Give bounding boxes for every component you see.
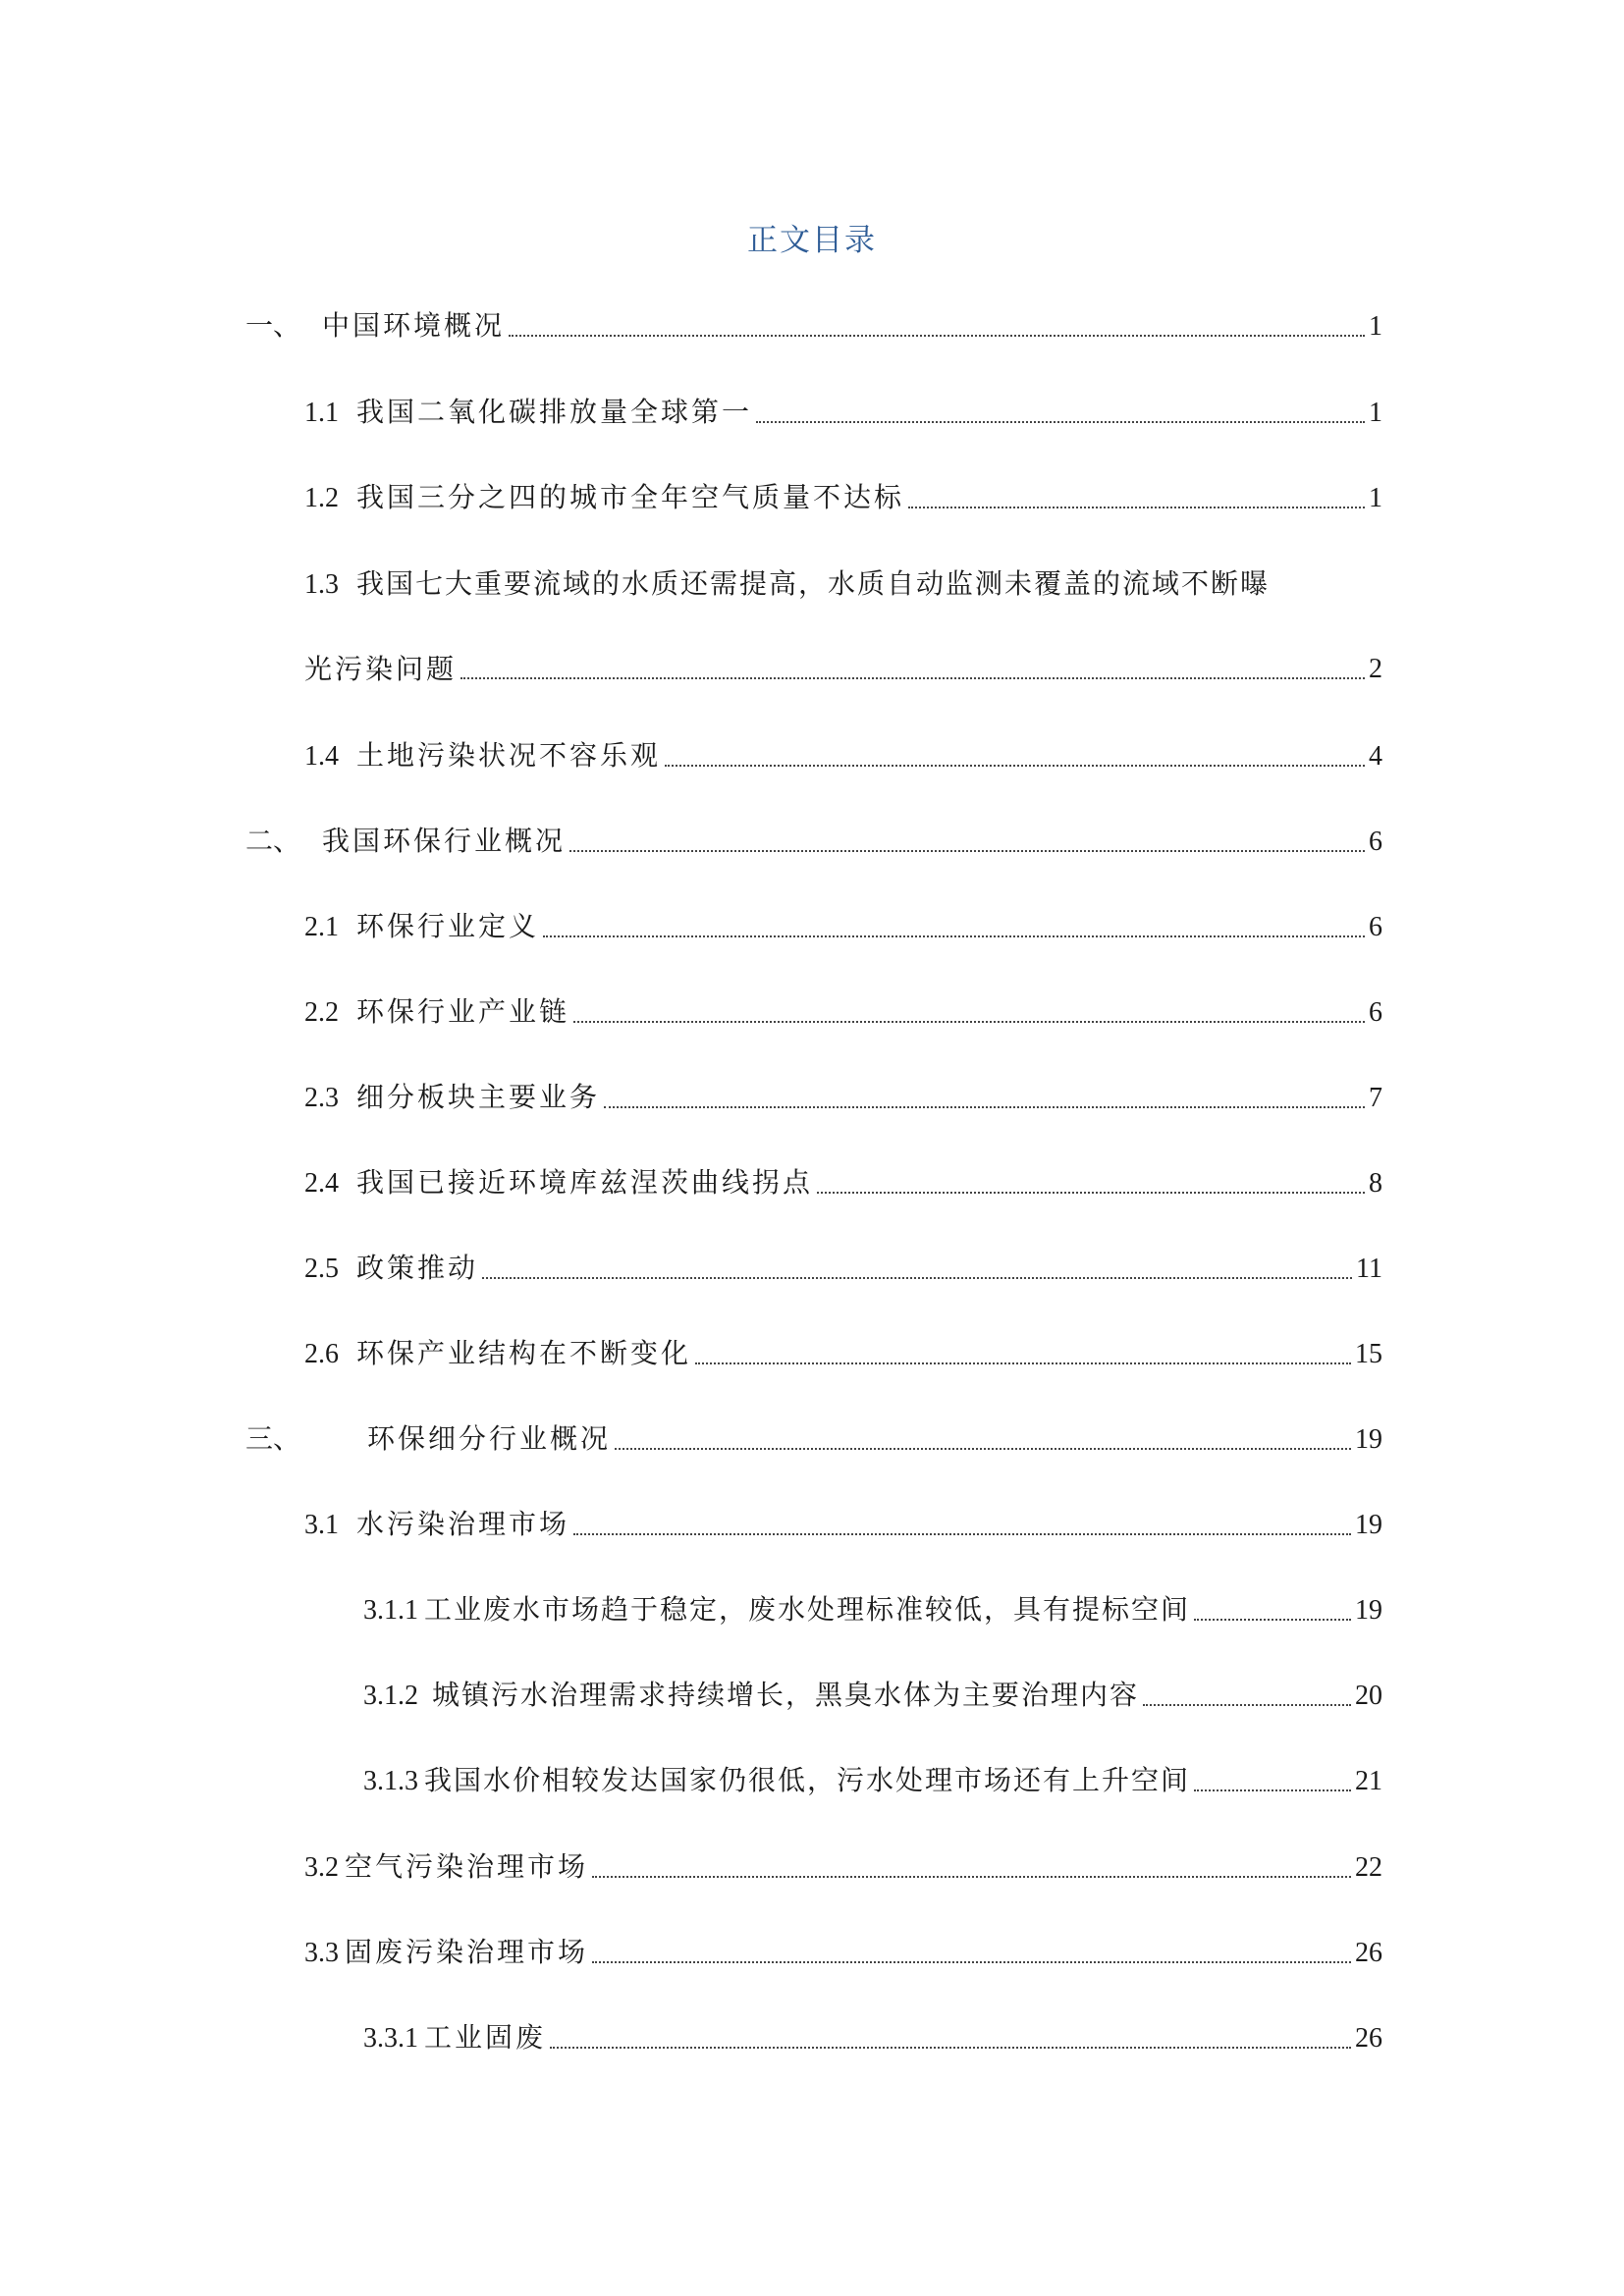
dot-leader [592, 1876, 1351, 1878]
toc-entry-page: 20 [1355, 1681, 1382, 1711]
dot-leader [615, 1448, 1351, 1450]
dot-leader [573, 1021, 1365, 1023]
toc-entry-page: 19 [1355, 1595, 1382, 1626]
toc-entry-3-3-1[interactable] [363, 2018, 1382, 2058]
toc-entry-text: 环保细分行业概况 [367, 1422, 612, 1455]
dot-leader [1143, 1704, 1351, 1706]
toc-entry-text: 环保行业定义 [356, 910, 540, 942]
dot-leader [1194, 1619, 1351, 1621]
dot-leader [569, 850, 1365, 852]
toc-entry-number: 2.4 [304, 1168, 339, 1199]
toc-entry-text: 固废污染治理市场 [345, 1936, 589, 1968]
toc-entry-2-1[interactable] [304, 907, 1382, 947]
toc-entry-text: 中国环境概况 [322, 309, 506, 342]
toc-entry-page: 11 [1356, 1254, 1382, 1284]
dot-leader [460, 677, 1365, 679]
toc-entry-3-3[interactable] [304, 1933, 1382, 1973]
toc-entry-chapter-3[interactable] [245, 1419, 1382, 1460]
toc-entry-number: 3.3.1 [363, 2023, 418, 2054]
dot-leader [509, 335, 1365, 337]
toc-entry-number: 3.2 [304, 1852, 339, 1883]
toc-entry-page: 1 [1369, 483, 1382, 513]
toc-entry-number: 2.2 [304, 997, 339, 1028]
toc-entry-number: 2.5 [304, 1254, 339, 1284]
toc-entry-number: 3.1 [304, 1510, 339, 1540]
toc-entry-text-continued: 光污染问题 [304, 653, 458, 685]
toc-entry-2-2[interactable] [304, 992, 1382, 1033]
toc-entry-page: 19 [1355, 1510, 1382, 1540]
toc-entry-page: 26 [1355, 1938, 1382, 1968]
toc-entry-2-5[interactable] [304, 1249, 1382, 1289]
dot-leader [550, 2047, 1351, 2049]
toc-entry-page: 21 [1355, 1766, 1382, 1796]
dot-leader [592, 1961, 1351, 1963]
toc-entry-page: 8 [1369, 1168, 1382, 1199]
toc-entry-number: 3.1.1 [363, 1595, 418, 1626]
toc-entry-page: 6 [1369, 827, 1382, 857]
toc-entry-number: 二、 [245, 827, 301, 857]
toc-entry-3-1-3[interactable] [363, 1761, 1382, 1801]
toc-entry-3-2[interactable] [304, 1847, 1382, 1888]
toc-entry-3-1[interactable] [304, 1505, 1382, 1545]
toc-entry-number: 3.1.3 [363, 1766, 418, 1796]
toc-entry-3-1-2[interactable] [363, 1676, 1382, 1716]
toc-entry-number: 3.3 [304, 1938, 339, 1968]
toc-entry-2-4[interactable] [304, 1163, 1382, 1203]
toc-entry-page: 2 [1369, 654, 1382, 684]
toc-entry-text: 我国七大重要流域的水质还需提高，水质自动监测未覆盖的流域不断曝 [356, 567, 1271, 600]
toc-entry-text: 工业废水市场趋于稳定，废水处理标准较低，具有提标空间 [424, 1593, 1191, 1626]
toc-entry-chapter-2[interactable] [245, 822, 1382, 862]
dot-leader [817, 1192, 1365, 1194]
toc-entry-2-3[interactable] [304, 1078, 1382, 1118]
toc-entry-page: 1 [1369, 311, 1382, 342]
toc-entry-number: 1.2 [304, 483, 339, 513]
toc-entry-number: 1.3 [304, 569, 339, 600]
toc-entry-chapter-1[interactable] [245, 306, 1382, 347]
dot-leader [1194, 1789, 1351, 1791]
toc-entry-1-4[interactable] [304, 736, 1382, 776]
toc-entry-page: 1 [1369, 398, 1382, 428]
toc-entry-text: 土地污染状况不容乐观 [356, 739, 662, 772]
dot-leader [665, 765, 1365, 767]
dot-leader [756, 421, 1365, 423]
toc-entry-text: 我国三分之四的城市全年空气质量不达标 [356, 481, 905, 513]
toc-entry-text: 工业固废 [424, 2021, 547, 2054]
toc-entry-1-3-line-2[interactable] [304, 650, 1382, 689]
toc-entry-number: 一、 [245, 311, 301, 342]
toc-entry-number: 三、 [245, 1424, 301, 1455]
toc-entry-2-6[interactable] [304, 1334, 1382, 1374]
toc-entry-page: 7 [1369, 1083, 1382, 1113]
toc-entry-1-3-line-1[interactable] [304, 564, 1384, 605]
dot-leader [908, 507, 1365, 508]
toc-entry-text: 水污染治理市场 [356, 1508, 570, 1540]
dot-leader [573, 1533, 1351, 1535]
toc-entry-text: 我国已接近环境库兹涅茨曲线拐点 [356, 1166, 814, 1199]
toc-entry-number: 1.4 [304, 741, 339, 772]
toc-entry-number: 1.1 [304, 398, 339, 428]
toc-entry-number: 2.3 [304, 1083, 339, 1113]
toc-entry-page: 6 [1369, 912, 1382, 942]
toc-entry-text: 我国水价相较发达国家仍很低，污水处理市场还有上升空间 [424, 1764, 1191, 1796]
toc-entry-page: 19 [1355, 1424, 1382, 1455]
toc-entry-page: 15 [1355, 1339, 1382, 1369]
dot-leader [482, 1277, 1352, 1279]
dot-leader [695, 1362, 1351, 1364]
toc-entry-text: 我国环保行业概况 [322, 825, 567, 857]
toc-entry-text: 细分板块主要业务 [356, 1081, 601, 1113]
toc-entry-1-1[interactable] [304, 393, 1382, 433]
toc-entry-text: 政策推动 [356, 1252, 479, 1284]
toc-entry-page: 22 [1355, 1852, 1382, 1883]
dot-leader [543, 935, 1365, 937]
toc-entry-3-1-1[interactable] [363, 1590, 1382, 1630]
toc-entry-text: 环保行业产业链 [356, 995, 570, 1028]
toc-entry-page: 26 [1355, 2023, 1382, 2054]
toc-entry-text: 空气污染治理市场 [345, 1850, 589, 1883]
toc-entry-text: 我国二氧化碳排放量全球第一 [356, 396, 753, 428]
toc-entry-number: 2.6 [304, 1339, 339, 1369]
toc-title: 正文目录 [747, 223, 877, 258]
toc-entry-1-2[interactable] [304, 478, 1382, 518]
toc-entry-page: 6 [1369, 997, 1382, 1028]
toc-entry-text: 城镇污水治理需求持续增长，黑臭水体为主要治理内容 [432, 1679, 1140, 1711]
toc-entry-text: 环保产业结构在不断变化 [356, 1337, 692, 1369]
dot-leader [604, 1106, 1365, 1108]
toc-entry-number: 3.1.2 [363, 1681, 418, 1711]
toc-entry-number: 2.1 [304, 912, 339, 942]
toc-entry-page: 4 [1369, 741, 1382, 772]
